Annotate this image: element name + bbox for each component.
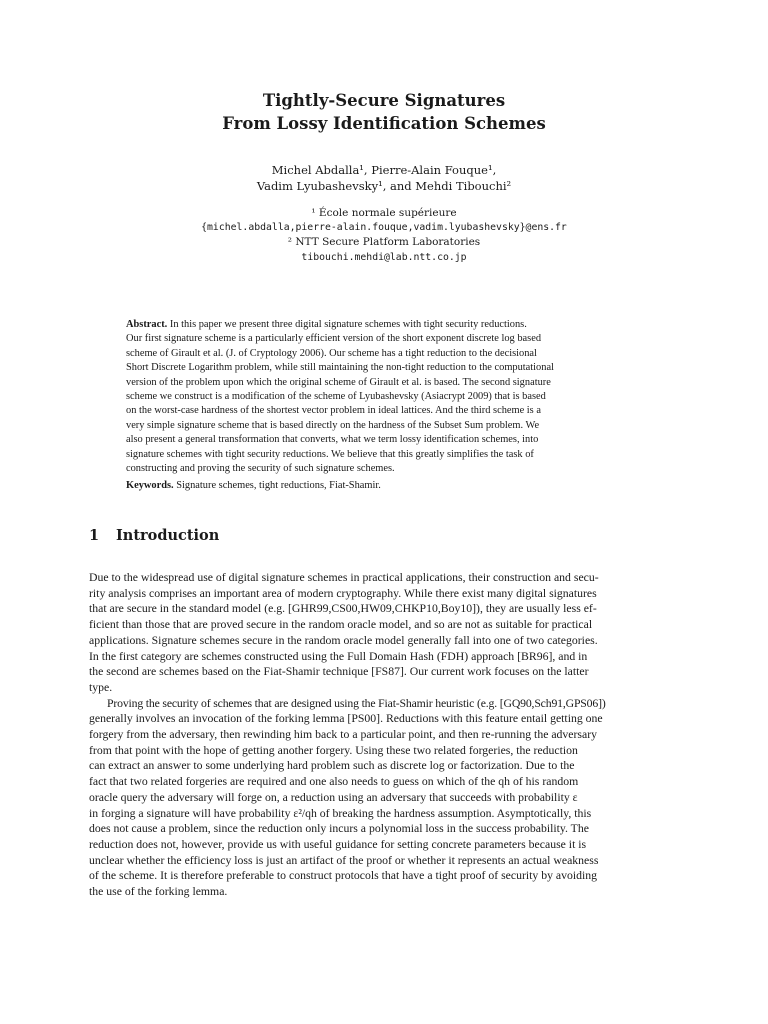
paper-title-line-1: Tightly-Secure Signatures: [262, 91, 506, 110]
authors-line-1: Michel Abdalla¹, Pierre-Alain Fouque¹,: [271, 163, 497, 177]
abstract-line: signature schemes with tight security reductions. We believe that this greatly simplifies the task of: [126, 448, 534, 460]
abstract-line: Short Discrete Logarithm problem, while still maintaining the non-tight reduction to the computational: [126, 362, 554, 374]
introduction-body: [89, 570, 679, 900]
keywords: [126, 480, 381, 491]
abstract-line: on the worst-case hardness of the shortest vector problem in ideal lattices. And the third scheme is a: [126, 405, 541, 417]
body-line: In the first category are schemes constructed using the Full Domain Hash (FDH) approach [BR96], and in: [89, 649, 588, 663]
body-line: oracle query the adversary will forge on, a reduction using an adversary that succeeds with probability ε: [89, 790, 578, 804]
body-line: forgery from the adversary, then rewinding him back to a particular point, and then re-running the adversary: [89, 728, 598, 742]
section-title: Introduction: [116, 527, 220, 544]
keywords-label: Keywords.: [126, 480, 174, 491]
abstract-text: In this paper we present three digital signature schemes with tight security reductions.: [169, 319, 527, 330]
affiliation-2: ² NTT Secure Platform Laboratories: [287, 236, 481, 248]
abstract-line: scheme of Girault et al. (J. of Cryptology 2006). Our scheme has a tight reduction to the decisional: [126, 347, 537, 359]
abstract-label: Abstract.: [126, 319, 168, 330]
abstract: [126, 318, 643, 476]
body-line: Proving the security of schemes that are designed using the Fiat-Shamir heuristic (e.g. [GQ90,Sch91,GPS06]): [107, 696, 606, 710]
paper-title-line-2: From Lossy Identification Schemes: [222, 114, 546, 133]
body-line: type.: [89, 680, 113, 694]
body-line: in forging a signature will have probability ε²/qh of breaking the hardness assumption. Asymptotically, this: [89, 806, 592, 820]
body-line: reduction does not, however, provide us with useful guidance for setting concrete parameters because it is: [89, 837, 587, 851]
authors-line-2: Vadim Lyubashevsky¹, and Mehdi Tibouchi²: [256, 179, 512, 193]
body-line: applications. Signature schemes secure in the random oracle model generally fall into one of two categories.: [89, 633, 598, 647]
section-heading: [89, 527, 219, 544]
section-number: 1: [89, 527, 100, 544]
body-line: from that point with the hope of getting another forgery. Using these two related forgeries, the reduction: [89, 743, 578, 757]
body-line: the second are schemes based on the Fiat-Shamir technique [FS87]. Our current work focuses on the latter: [89, 665, 589, 679]
abstract-line: very simple signature scheme that is based directly on the hardness of the Subset Sum problem. We: [126, 419, 540, 431]
body-line: fact that two related forgeries are required and one also needs to guess on which of the qh of his random: [89, 775, 579, 789]
body-line: can extract an answer to some underlying hard problem such as discrete log or factorization. Due to the: [89, 759, 575, 773]
body-line: rity analysis comprises an important area of modern cryptography. While there exist many digital signatures: [89, 586, 597, 600]
body-line: Due to the widespread use of digital signature schemes in practical applications, their construction and secu-: [89, 571, 599, 584]
body-line: of the scheme. It is therefore preferable to construct protocols that have a tight proof of security by avoiding: [89, 869, 598, 883]
body-line: unclear whether the efficiency loss is just an artifact of the proof or whether it represents an actual weakness: [89, 853, 599, 867]
email-1: {michel.abdalla,pierre-alain.fouque,vadim.lyubashevsky}@ens.fr: [201, 222, 567, 233]
abstract-line: constructing and proving the security of such signature schemes.: [126, 463, 395, 475]
body-line: that are secure in the standard model (e.g. [GHR99,CS00,HW09,CHKP10,Boy10]), they are usually less ef-: [89, 602, 597, 616]
body-line: generally involves an invocation of the forking lemma [PS00]. Reductions with this feature entail getting one: [89, 712, 603, 726]
email-2: tibouchi.mehdi@lab.ntt.co.jp: [301, 252, 467, 263]
abstract-line: also present a general transformation that converts, what we term lossy identification schemes, into: [126, 434, 539, 446]
abstract-line: Our first signature scheme is a particularly efficient version of the short exponent discrete log based: [126, 333, 542, 345]
affiliation-1: ¹ École normale supérieure: [311, 207, 457, 219]
body-line: ficient than those that are proved secure in the random oracle model, and so are not as suitable for practical: [89, 618, 593, 632]
abstract-line: [126, 318, 643, 332]
abstract-line: scheme we construct is a modification of the scheme of Lyubashevsky (Asiacrypt 2009) that is based: [126, 391, 546, 403]
abstract-line: version of the problem upon which the original scheme of Girault et al. is based. The second signature: [126, 376, 551, 388]
body-line: the use of the forking lemma.: [89, 885, 228, 899]
body-line: does not cause a problem, since the reduction only incurs a polynomial loss in the success probability. The: [89, 822, 589, 836]
keywords-text: Signature schemes, tight reductions, Fiat-Shamir.: [176, 480, 381, 491]
